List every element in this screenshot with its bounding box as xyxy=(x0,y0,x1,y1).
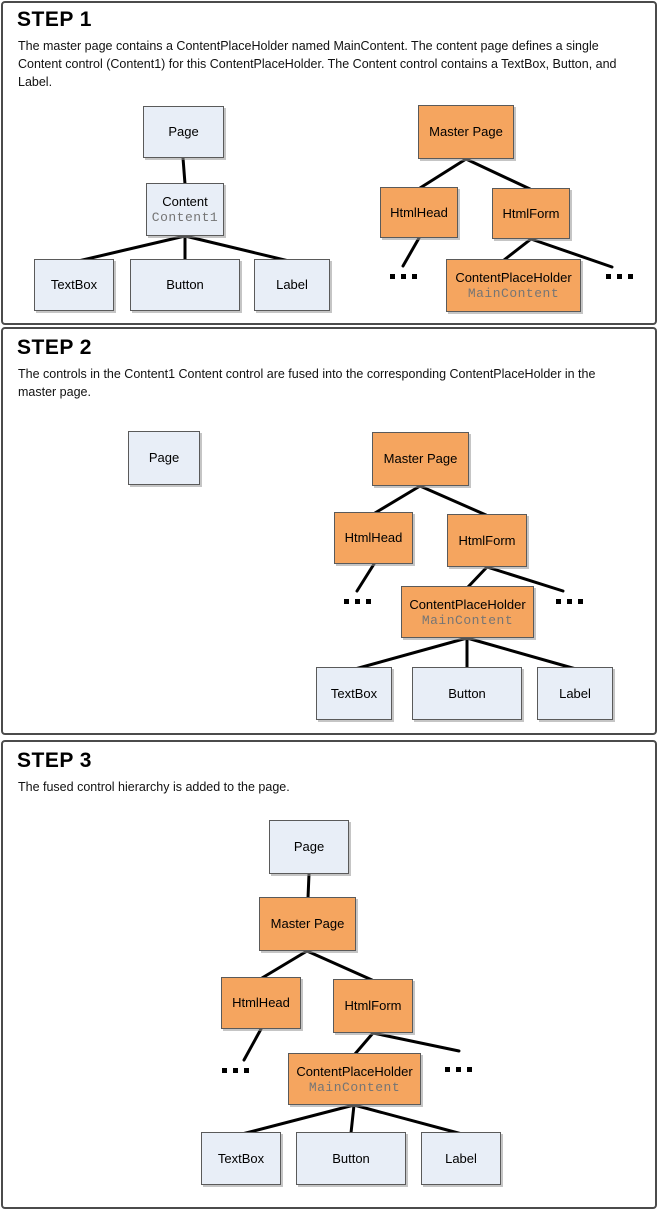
node-label: HtmlForm xyxy=(344,998,402,1013)
node-label: Master Page xyxy=(383,451,458,466)
step1-node-label xyxy=(254,259,330,311)
step3-node-master-page xyxy=(259,897,356,951)
node-label: Label xyxy=(445,1150,477,1166)
step2-node-button xyxy=(412,667,522,720)
node-label: HtmlHead xyxy=(232,995,290,1010)
node-label: HtmlForm xyxy=(502,205,560,221)
node-id-label: Content1 xyxy=(151,210,219,225)
node-label: TextBox xyxy=(330,685,378,701)
step3-node-textbox xyxy=(201,1132,281,1185)
node-label: Page xyxy=(148,450,180,465)
node-label: Button xyxy=(166,277,204,292)
step1-description: The master page contains a ContentPlaceHolder named MainContent. The content page defines a single Content control (Content1) for this ContentPlaceHolder. The Content control contains a TextBox, Button, and Label. xyxy=(18,39,617,89)
step1-node-master-page xyxy=(418,105,514,159)
node-label: TextBox xyxy=(50,277,98,292)
node-label: HtmlHead xyxy=(390,204,448,220)
step3-node-htmlform xyxy=(333,979,413,1033)
node-label: Master Page xyxy=(270,916,345,931)
node-label: ContentPlaceHolder xyxy=(296,1063,413,1079)
step2-node-page xyxy=(128,431,200,485)
node-id-label: MainContent xyxy=(308,1079,401,1095)
ellipsis-icon xyxy=(445,1067,472,1072)
step3-node-page xyxy=(269,820,349,874)
step1-node-textbox xyxy=(34,259,114,311)
node-label: Button xyxy=(448,685,486,701)
step2-node-textbox xyxy=(316,667,392,720)
node-id-label: MainContent xyxy=(421,612,514,628)
node-label: Label xyxy=(559,685,591,701)
step2-node-label xyxy=(537,667,613,720)
step3-title: STEP 3 xyxy=(17,749,92,772)
step3-node-contentplaceholder xyxy=(288,1053,421,1105)
node-label: Button xyxy=(332,1150,370,1166)
step2-node-master-page xyxy=(372,432,469,486)
step1-node-content xyxy=(146,183,224,236)
step2-node-htmlhead xyxy=(334,512,413,564)
step1-node-button xyxy=(130,259,240,311)
step2-node-htmlform xyxy=(447,514,527,567)
ellipsis-icon xyxy=(390,274,417,279)
node-label: ContentPlaceHolder xyxy=(455,270,572,285)
step3-node-label xyxy=(421,1132,501,1185)
step1-node-htmlform xyxy=(492,188,570,239)
node-label: Label xyxy=(276,277,308,292)
ellipsis-icon xyxy=(556,599,583,604)
node-label: Page xyxy=(168,124,199,139)
step2-title: STEP 2 xyxy=(17,336,92,359)
step1-node-contentplaceholder xyxy=(446,259,581,312)
step2-node-contentplaceholder xyxy=(401,586,534,638)
step3-node-button xyxy=(296,1132,406,1185)
ellipsis-icon xyxy=(222,1068,249,1073)
node-label: TextBox xyxy=(217,1150,265,1166)
node-label: ContentPlaceHolder xyxy=(409,596,526,612)
step1-node-page xyxy=(143,106,224,158)
ellipsis-icon xyxy=(606,274,633,279)
step2-description: The controls in the Content1 Content control are fused into the corresponding ContentPlaceHolder in the master page. xyxy=(18,367,596,399)
step1-title: STEP 1 xyxy=(17,8,92,31)
step3-description: The fused control hierarchy is added to the page. xyxy=(18,780,290,794)
ellipsis-icon xyxy=(344,599,371,604)
node-label: Content xyxy=(162,194,208,209)
step1-node-htmlhead xyxy=(380,187,458,238)
node-id-label: MainContent xyxy=(467,286,560,301)
step3-node-htmlhead xyxy=(221,977,301,1029)
node-label: Master Page xyxy=(429,124,503,139)
node-label: HtmlHead xyxy=(344,530,403,545)
node-label: HtmlForm xyxy=(458,532,516,548)
node-label: Page xyxy=(293,839,325,854)
